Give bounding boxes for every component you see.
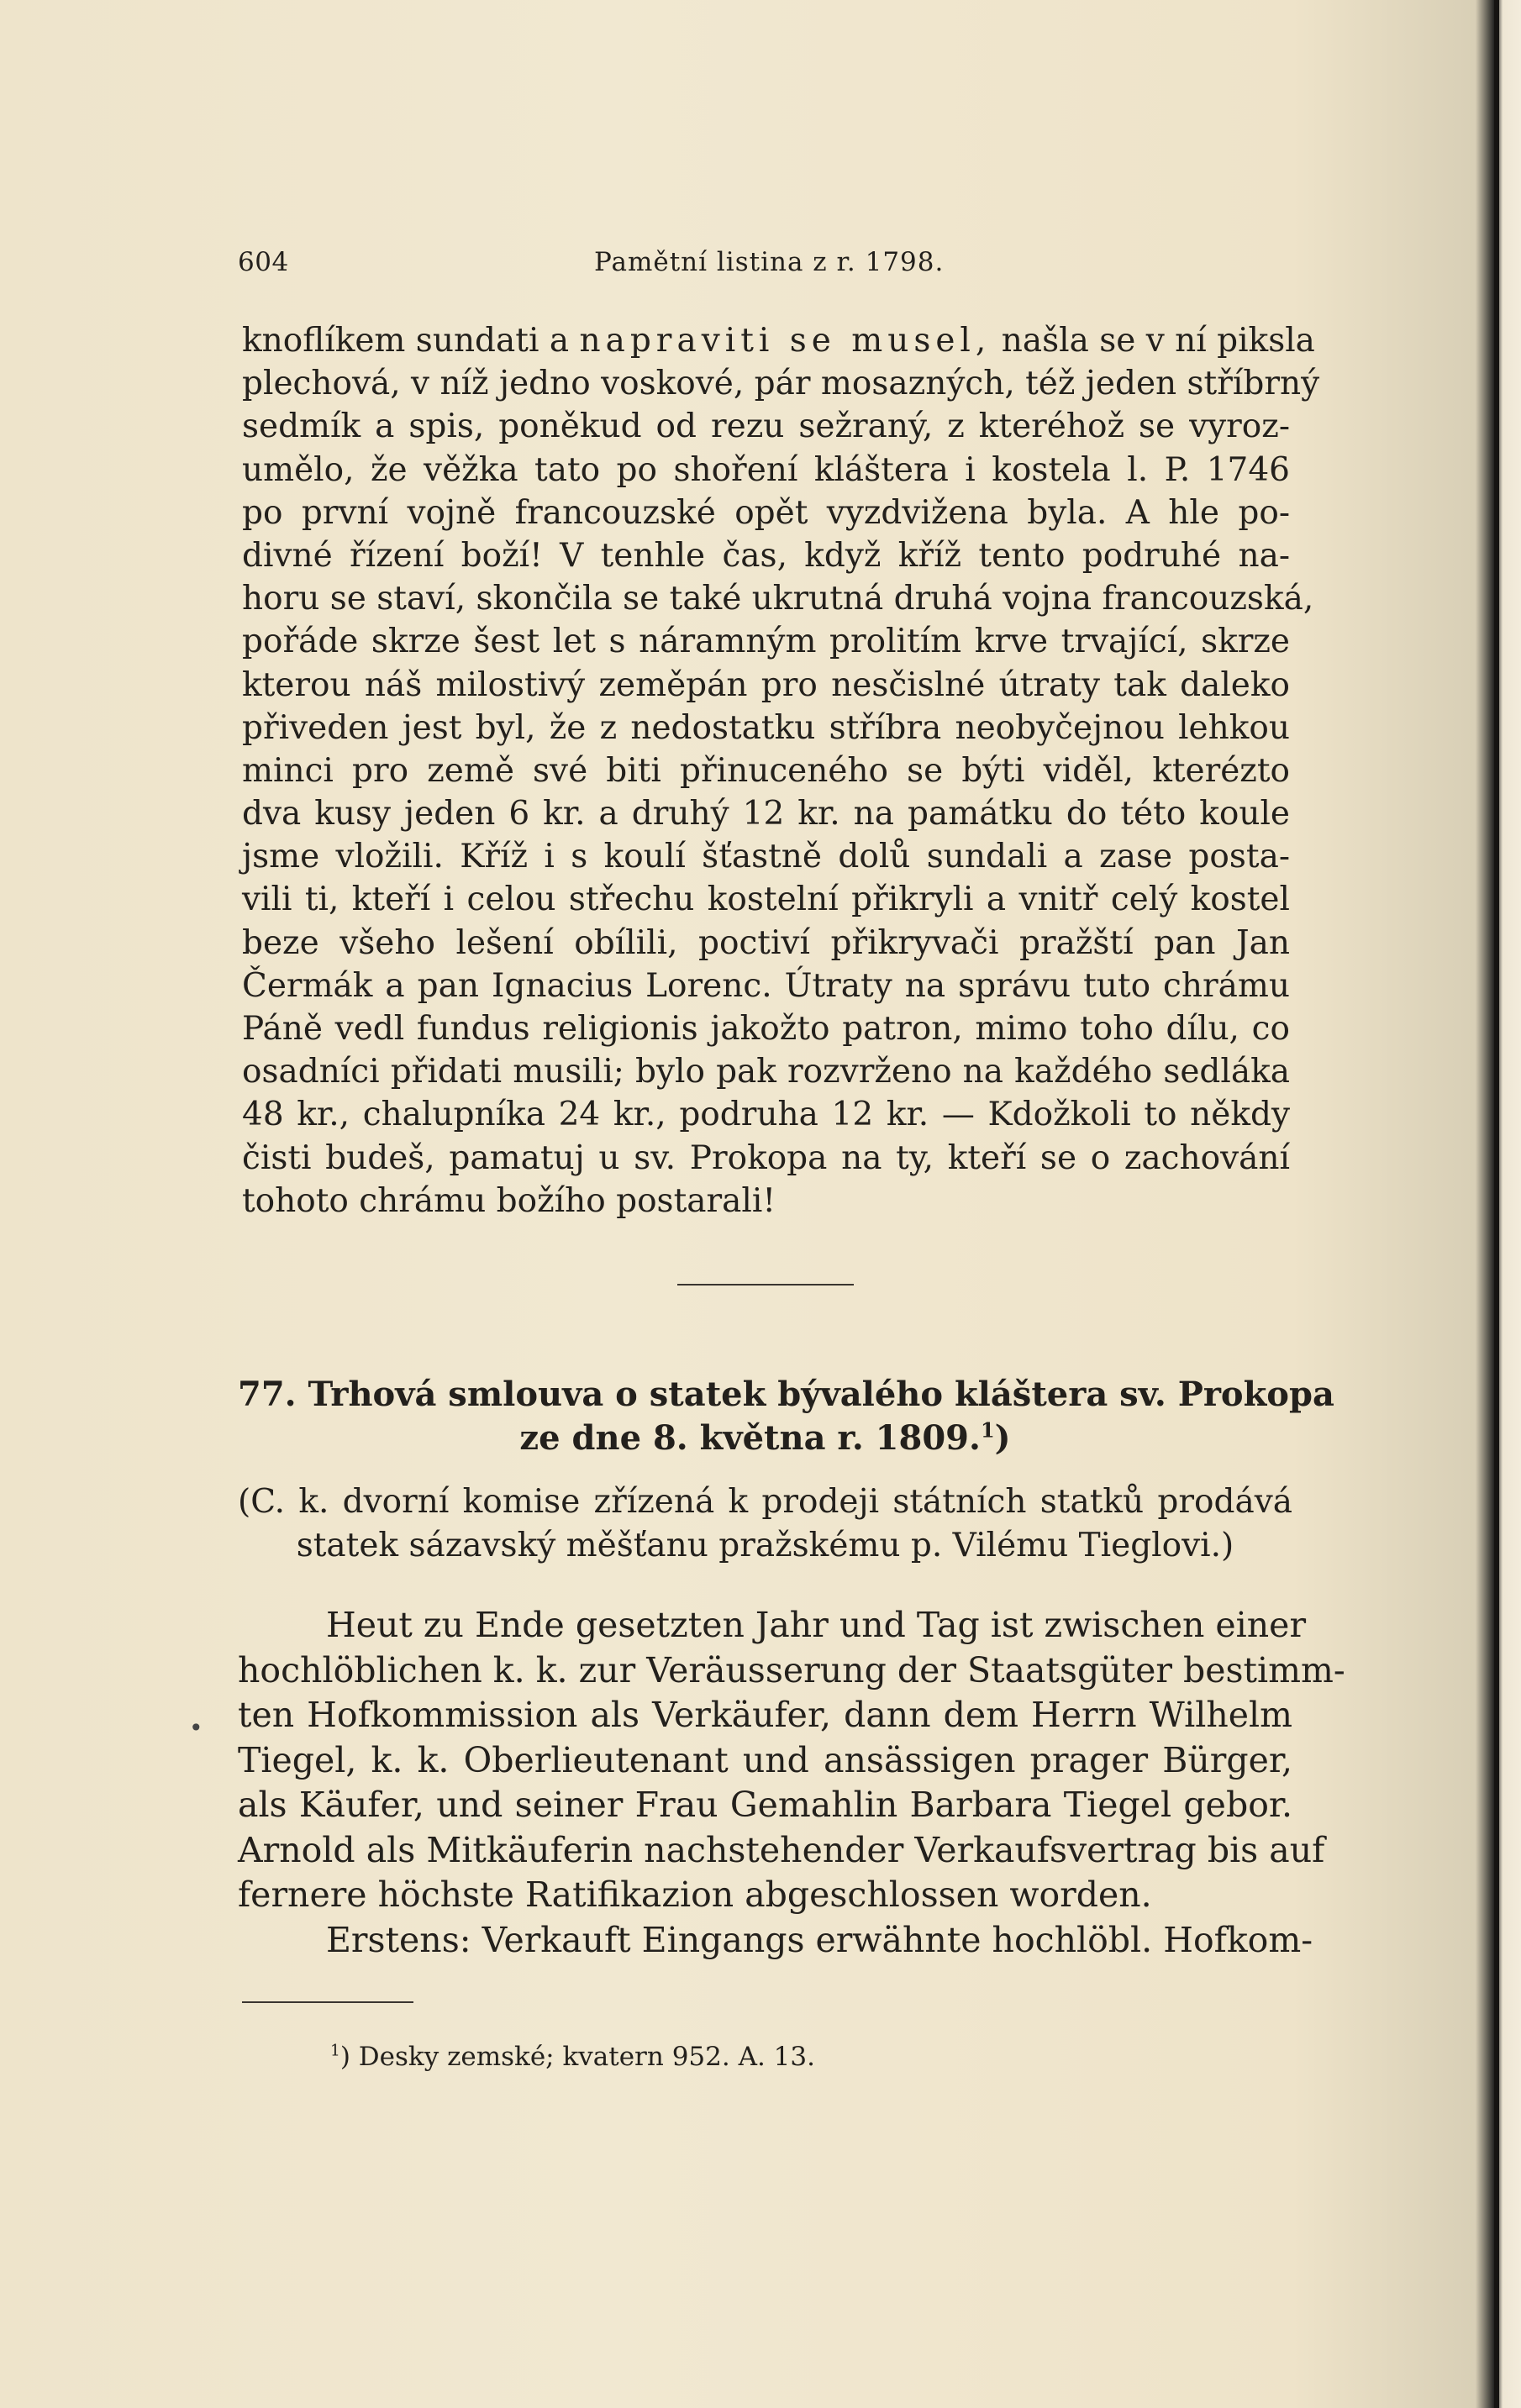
text-line: dva kusy jeden 6 kr. a druhý 12 kr. na památku do této koule xyxy=(242,795,1290,833)
text-line: 48 kr., chalupníka 24 kr., podruha 12 kr. — Kdožkoli to někdy xyxy=(242,1096,1290,1134)
text-line: Heut zu Ende gesetzten Jahr und Tag ist zwischen einer xyxy=(326,1605,1307,1645)
text-line: Čermák a pan Ignacius Lorenc. Útraty na správu tuto chrámu xyxy=(242,966,1290,1005)
text-line: osadníci přidati musili; bylo pak rozvrženo na každého sedláka xyxy=(242,1053,1290,1091)
subheading-line-1: (C. k. dvorní komise zřízená k prodeji státních statků prodává xyxy=(238,1483,1292,1521)
text-line: přiveden jest byl, že z nedostatku stříbra neobyčejnou lehkou xyxy=(242,708,1290,747)
text-line: Tiegel, k. k. Oberlieutenant und ansässigen prager Bürger, xyxy=(238,1739,1292,1780)
subheading-line-2: statek sázavský měšťanu pražskému p. Vilému Tieglovi.) xyxy=(296,1527,1234,1564)
text-line: vili ti, kteří i celou střechu kostelní přikryli a vnitř celý kostel xyxy=(242,881,1290,919)
text-line: tohoto chrámu božího postarali! xyxy=(242,1181,776,1220)
footnote-rule xyxy=(242,2001,413,2003)
text-line: plechová, v níž jedno voskové, pár mosazných, též jeden stříbrný xyxy=(242,365,1320,403)
margin-mark: • xyxy=(189,1714,203,1742)
text-line: als Käufer, und seiner Frau Gemahlin Barbara Tiegel gebor. xyxy=(238,1785,1292,1825)
text-line: kterou náš milostivý zeměpán pro nesčislné útraty tak daleko xyxy=(242,665,1290,704)
text-line: knoflíkem sundati a napraviti se musel, našla se v ní piksla xyxy=(242,322,1315,360)
section-divider xyxy=(677,1284,854,1285)
text-line: po první vojně francouzské opět vyzdvižena byla. A hle po- xyxy=(242,493,1290,532)
text-line: Erstens: Verkauft Eingangs erwähnte hochlöbl. Hofkom- xyxy=(326,1919,1313,1960)
text-line: Páně vedl fundus religionis jakožto patron, mimo toho dílu, co xyxy=(242,1010,1290,1048)
footnote-marker: 1 xyxy=(330,2042,340,2060)
heading-line-2: ze dne 8. května r. 1809.$^1$) xyxy=(519,1417,1011,1458)
text-line: minci pro země své biti přinuceného se býti viděl, kterézto xyxy=(242,751,1290,790)
german-body-text xyxy=(238,1603,1345,1963)
text-line: umělo, že věžka tato po shoření kláštera i kostela l. P. 1746 xyxy=(242,450,1290,489)
section-heading xyxy=(238,1373,1334,1460)
running-title: Pamětní listina z r. 1798. xyxy=(594,247,945,277)
text-line: hochlöblichen k. k. zur Veräusserung der Staatsgüter bestimm- xyxy=(238,1649,1345,1690)
page-number: 604 xyxy=(238,247,289,277)
section-subheading xyxy=(238,1480,1292,1568)
footnote-text: Desky zemské; kvatern 952. A. 13. xyxy=(350,2042,815,2072)
text-line: ten Hofkommission als Verkäufer, dann dem Herrn Wilhelm xyxy=(238,1695,1292,1735)
text-line: horu se staví, skončila se také ukrutná druhá vojna francouzská, xyxy=(242,580,1314,618)
text-line: sedmík a spis, poněkud od rezu sežraný, z kteréhož se vyroz- xyxy=(242,407,1290,446)
text-line: čisti budeš, pamatuj u sv. Prokopa na ty, kteří se o zachování xyxy=(242,1138,1290,1177)
running-header xyxy=(238,247,1288,281)
text-line: jsme vložili. Kříž i s koulí šťastně dolů sundali a zase posta- xyxy=(242,838,1290,876)
footnote-ref: 1 xyxy=(980,1417,995,1443)
text-line: beze všeho lešení obílili, poctiví přikryvači pražští pan Jan xyxy=(242,923,1290,962)
czech-body-text xyxy=(242,319,1320,1222)
text-line: fernere höchste Ratifikazion abgeschlossen worden. xyxy=(238,1874,1152,1915)
text-line: divné řízení boží! V tenhle čas, když kříž tento podruhé na- xyxy=(242,536,1290,575)
text-line: Arnold als Mitkäuferin nachstehender Verkaufsvertrag bis auf xyxy=(238,1829,1325,1870)
page-edge-shadow xyxy=(1494,0,1499,2408)
heading-line-1: 77. Trhová smlouva o statek bývalého kláštera sv. Prokopa xyxy=(238,1375,1334,1414)
text-line: pořáde skrze šest let s náramným prolitím krve trvající, skrze xyxy=(242,623,1290,661)
footnote: $^1$) Desky zemské; kvatern 952. A. 13. xyxy=(330,2042,815,2072)
